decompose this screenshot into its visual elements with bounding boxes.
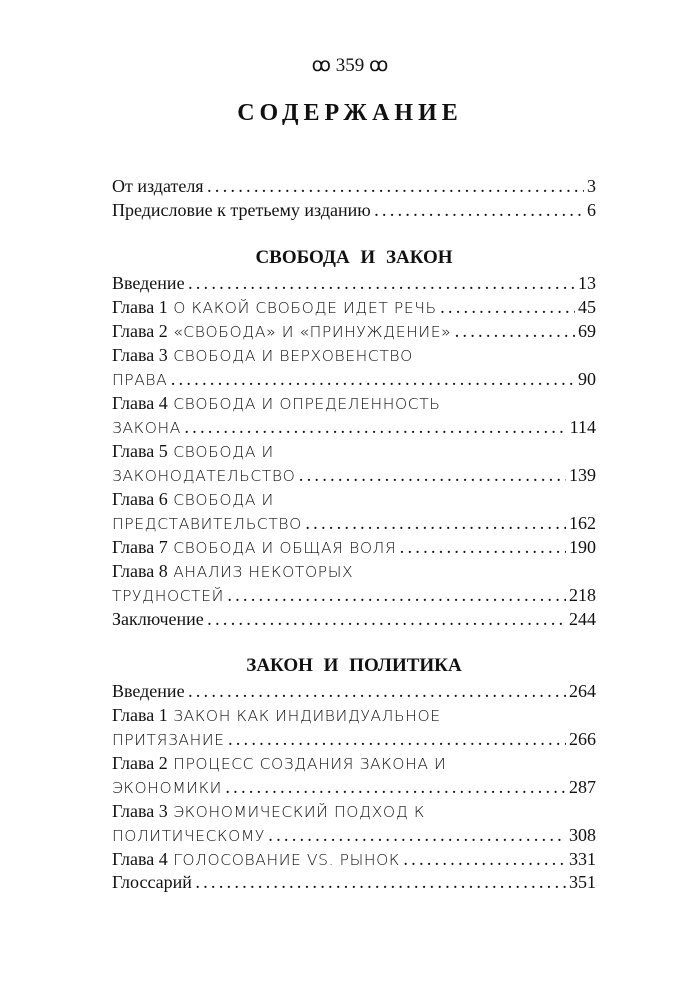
toc-section-freedom-and-law <box>112 245 596 631</box>
toc-entry[interactable] <box>112 559 596 583</box>
toc-entry[interactable] <box>112 727 596 751</box>
entry-title-continued: ЭКОНОМИКИ <box>112 779 222 797</box>
toc-entry[interactable] <box>112 343 596 367</box>
dot-leader <box>225 776 566 800</box>
entry-label: Глава 7 <box>112 537 168 557</box>
toc-entry[interactable] <box>112 463 596 487</box>
entry-title-continued: ПОЛИТИЧЕСКОМУ <box>112 827 265 845</box>
entry-label: Глава 4 <box>112 393 168 413</box>
entry-title-continued: ПРЕДСТАВИТЕЛЬСТВО <box>112 515 302 533</box>
entry-title: ПРОЦЕСС СОЗДАНИЯ ЗАКОНА И <box>173 755 447 773</box>
entry-title: От издателя <box>112 176 204 196</box>
entry-title: Глоссарий <box>112 872 192 892</box>
page-ref: 69 <box>578 321 596 341</box>
front-matter-toc <box>112 174 596 222</box>
dot-leader <box>298 464 566 488</box>
entry-title: АНАЛИЗ НЕКОТОРЫХ <box>173 563 354 581</box>
dot-leader <box>188 272 575 296</box>
page-ref: 190 <box>569 537 596 557</box>
dot-leader <box>207 608 566 632</box>
dot-leader <box>188 680 566 704</box>
page-number: ꝏ 359 ꝏ <box>311 55 389 76</box>
dot-leader <box>454 320 575 344</box>
toc-entry[interactable] <box>112 391 596 415</box>
page-ref: 45 <box>578 297 596 317</box>
page-ref: 308 <box>569 825 596 845</box>
toc-entry[interactable] <box>112 703 596 727</box>
toc-entry[interactable] <box>112 847 596 871</box>
dot-leader <box>399 536 566 560</box>
toc-entry[interactable] <box>112 198 596 222</box>
entry-label: Глава 3 <box>112 345 168 365</box>
dot-leader <box>228 728 566 752</box>
dot-leader <box>227 584 566 608</box>
toc-entry[interactable] <box>112 415 596 439</box>
entry-title: О КАКОЙ СВОБОДЕ ИДЕТ РЕЧЬ <box>173 299 437 317</box>
dot-leader <box>305 512 566 536</box>
page-title: СОДЕРЖАНИЕ <box>237 100 463 126</box>
entry-label: Глава 3 <box>112 801 168 821</box>
page-ref: 3 <box>587 176 596 196</box>
entry-title: «СВОБОДА» И «ПРИНУЖДЕНИЕ» <box>173 323 452 341</box>
entry-title-continued: ЗАКОНА <box>112 419 181 437</box>
toc-entry[interactable] <box>112 583 596 607</box>
entry-label: Глава 1 <box>112 297 168 317</box>
toc-entry[interactable] <box>112 271 596 295</box>
entry-label: Глава 2 <box>112 753 168 773</box>
page-ref: 266 <box>569 729 596 749</box>
dot-leader <box>207 175 584 199</box>
toc-entry[interactable] <box>112 439 596 463</box>
entry-title: ЭКОНОМИЧЕСКИЙ ПОДХОД К <box>173 803 425 821</box>
entry-title: СВОБОДА И ОБЩАЯ ВОЛЯ <box>173 539 397 557</box>
entry-label: Заключение <box>112 609 204 629</box>
toc-glossary <box>112 870 596 894</box>
page-ref: 90 <box>578 369 596 389</box>
entry-label: Глава 5 <box>112 441 168 461</box>
page-ref: 218 <box>569 585 596 605</box>
entry-title: ЗАКОН КАК ИНДИВИДУАЛЬНОЕ <box>173 707 441 725</box>
page-ref: 139 <box>569 465 596 485</box>
entry-label: Введение <box>112 273 185 293</box>
section-heading: ЗАКОН И ПОЛИТИКА <box>246 655 462 676</box>
toc-entry[interactable] <box>112 174 596 198</box>
page-ref: 114 <box>569 417 596 437</box>
dot-leader <box>195 871 566 895</box>
dot-leader <box>268 824 566 848</box>
entry-title-continued: ТРУДНОСТЕЙ <box>112 587 224 605</box>
dot-leader <box>374 199 584 223</box>
section-heading: СВОБОДА И ЗАКОН <box>255 247 453 268</box>
dot-leader <box>170 368 575 392</box>
toc-entry[interactable] <box>112 775 596 799</box>
toc-entry[interactable] <box>112 751 596 775</box>
toc-entry[interactable] <box>112 679 596 703</box>
toc-entry[interactable] <box>112 823 596 847</box>
toc-entry[interactable] <box>112 295 596 319</box>
toc-entry[interactable] <box>112 487 596 511</box>
entry-title: СВОБОДА И ВЕРХОВЕНСТВО <box>173 347 413 365</box>
entry-title-continued: ПРИТЯЗАНИЕ <box>112 731 225 749</box>
entry-label: Введение <box>112 681 185 701</box>
entry-title: Предисловие к третьему изданию <box>112 200 371 220</box>
page-ref: 264 <box>569 681 596 701</box>
entry-title-continued: ЗАКОНОДАТЕЛЬСТВО <box>112 467 296 485</box>
entry-label: Глава 2 <box>112 321 168 341</box>
dot-leader <box>403 848 566 872</box>
toc-entry[interactable] <box>112 367 596 391</box>
toc-entry[interactable] <box>112 319 596 343</box>
dot-leader <box>184 416 567 440</box>
dot-leader <box>440 296 575 320</box>
toc-entry[interactable] <box>112 870 596 894</box>
page-ref: 331 <box>569 849 596 869</box>
page-ref: 162 <box>569 513 596 533</box>
page-ref: 287 <box>569 777 596 797</box>
page-ref: 6 <box>587 200 596 220</box>
entry-title: СВОБОДА И <box>173 443 274 461</box>
entry-title-continued: ПРАВА <box>112 371 168 389</box>
page-ref: 351 <box>569 872 596 892</box>
toc-entry[interactable] <box>112 607 596 631</box>
entry-label: Глава 1 <box>112 705 168 725</box>
toc-entry[interactable] <box>112 535 596 559</box>
toc-section-law-and-politics <box>112 653 596 871</box>
entry-title: СВОБОДА И ОПРЕДЕЛЕННОСТЬ <box>173 395 441 413</box>
page-ref: 13 <box>578 273 596 293</box>
page-ref: 244 <box>569 609 596 629</box>
entry-label: Глава 4 <box>112 849 168 869</box>
entry-label: Глава 8 <box>112 561 168 581</box>
entry-title: СВОБОДА И <box>173 491 274 509</box>
toc-entry[interactable] <box>112 799 596 823</box>
entry-label: Глава 6 <box>112 489 168 509</box>
entry-title: ГОЛОСОВАНИЕ VS. РЫНОК <box>173 851 400 869</box>
toc-entry[interactable] <box>112 511 596 535</box>
